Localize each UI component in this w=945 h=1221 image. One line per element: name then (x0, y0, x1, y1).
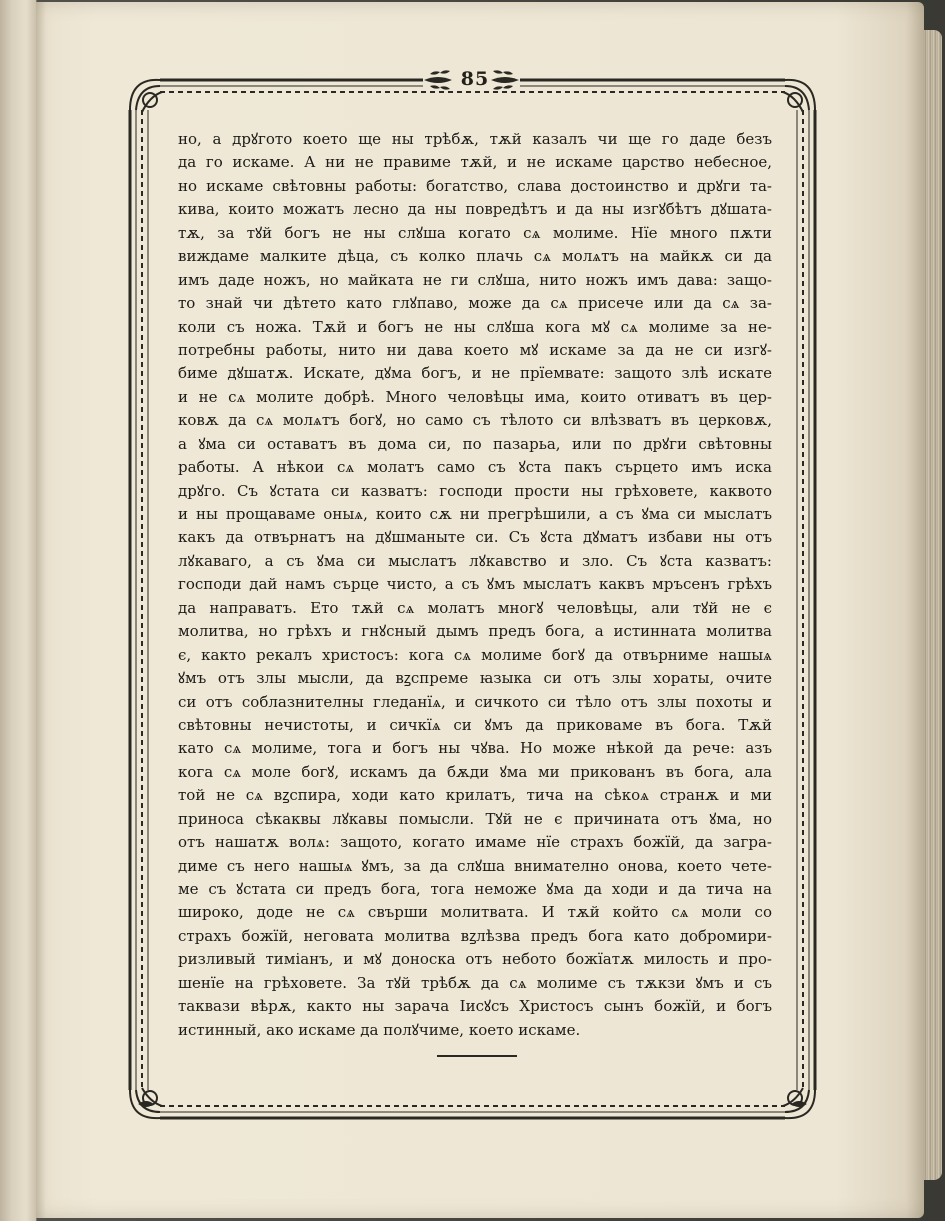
text-line: тѫ, за тꙋй богъ не ны слꙋша когато сѧ молиме. Нїе много пѫти (178, 223, 772, 242)
text-line: шенїе на грѣховете. За тꙋй трѣбѫ да сѧ молиме съ тѫкзи ꙋмъ и съ (178, 973, 772, 992)
text-line: диме съ него нашыѧ ꙋмъ, за да слꙋша внимателно онова, което чете- (178, 856, 772, 875)
text-line: истинный, ако искаме да полꙋчиме, което искаме. (178, 1020, 581, 1039)
end-rule (437, 1055, 517, 1057)
text-line: молитва, но грѣхъ и гнꙋсный дымъ предъ бога, а истинната молитва (178, 622, 772, 641)
text-line: но искаме свѣтовны работы: богатство, слава достоинство и дрꙋги та- (178, 176, 772, 195)
text-line: и ны прощаваме оныѧ, които сѫ ни прегрѣшили, а съ ꙋма си мыслатъ (178, 505, 772, 523)
leaf-ornament-left (424, 70, 452, 89)
text-line: а ꙋма си оставатъ въ дома си, по пазарьа, или по дрꙋги свѣтовны (178, 434, 772, 453)
corner-ornament-top-left (130, 80, 162, 112)
body-text (178, 128, 772, 1042)
text-line: ме съ ꙋстата си предъ бога, тога неможе ꙋма да ходи и да тича на (178, 880, 772, 898)
leaf-ornament-right (491, 70, 519, 89)
text-line: дрꙋго. Съ ꙋстата си казватъ: господи прости ны грѣховете, каквото (178, 481, 772, 500)
text-line: свѣтовны нечистоты, и сичкїѧ си ꙋмъ да приковаме въ бога. Тѫй (178, 715, 772, 734)
text-line: лꙋкаваго, а съ ꙋма си мыслатъ лꙋкавство и зло. Съ ꙋста казватъ: (178, 551, 772, 570)
text-line: виждаме малките дѣца, съ колко плачь сѧ молѧтъ на майкѫ си да (178, 247, 772, 266)
border-left (130, 110, 148, 1090)
text-line: кога сѧ моле богꙋ, искамъ да бѫди ꙋма ми прикованъ въ бога, ала (178, 762, 772, 781)
corner-ornament-top-right (783, 80, 815, 112)
text-line: какъ да отвърнатъ на дꙋшманыте си. Съ ꙋста дꙋматъ избави ны отъ (178, 528, 772, 547)
text-line: ꙋмъ отъ злы мысли, да вꙁспреме ꙗзыка си отъ злы хораты, очите (178, 669, 772, 688)
text-line: да направатъ. Ето тѫй сѧ молатъ многꙋ человѣцы, али тꙋй не є (178, 598, 772, 617)
text-line: работы. А нѣкои сѧ молатъ само съ ꙋста пакъ сърцето имъ иска (178, 458, 772, 477)
text-line: приноса сѣкаквы лꙋкавы помысли. Тꙋй не є причината отъ ꙋма, но (178, 809, 772, 828)
text-line: ризливый тиміанъ, и мꙋ доноска отъ небото божїатѫ милость и про- (178, 950, 772, 969)
text-line: широко, доде не сѧ свърши молитвата. И тѫй който сѧ моли со (178, 903, 772, 922)
text-line: потребны работы, нито ни дава което мꙋ искаме за да не си изгꙋ- (178, 340, 772, 359)
text-line: то знай чи дѣтето като глꙋпаво, може да сѧ присече или да сѧ за- (178, 294, 772, 313)
text-line: биме дꙋшатѫ. Искате, дꙋма богъ, и не прїемвате: защото злѣ искате (178, 364, 772, 383)
page-number: 85 (460, 68, 490, 90)
text-line: страхъ божїй, неговата молитва вꙁлѣзва предъ бога като добромири- (178, 926, 772, 945)
text-line: кива, които можатъ лесно да ны повредѣтъ и да ны изгꙋбѣтъ дꙋшата- (178, 200, 772, 219)
text-line: є, както рекалъ христосъ: кога сѧ молиме богꙋ да отвърниме нашыѧ (178, 645, 772, 664)
text-line: той не сѧ вꙁспира, ходи като крилатъ, тича на сѣкоѧ странѫ и ми (178, 786, 772, 805)
text-line: да го искаме. А ни не правиме тѫй, и не искаме царство небесное, (178, 153, 772, 172)
border-bottom (160, 1112, 785, 1118)
text-line: коли съ ножа. Тѫй и богъ не ны слꙋша кога мꙋ сѧ молиме за не- (178, 317, 772, 336)
text-line: господи дай намъ сърце чисто, а съ ꙋмъ мыслатъ каквъ мръсенъ грѣхъ (178, 575, 772, 594)
text-line: но, а дрꙋгото което ще ны трѣбѫ, тѫй казалъ чи ще го даде безъ (178, 130, 772, 148)
border-right (797, 110, 815, 1090)
text-line: като сѧ молиме, тога и богъ ны чꙋва. Но може нѣкой да рече: азъ (178, 739, 772, 758)
text-line: имъ даде ножъ, но майката не ги слꙋша, нито ножъ имъ дава: защо- (178, 270, 772, 289)
text-line: таквази вѣрѫ, както ны зарача Іисꙋсъ Христосъ сынъ божїй, и богъ (178, 997, 772, 1016)
text-line: и не сѧ молите добрѣ. Много человѣцы има, които отиватъ въ цер- (178, 387, 772, 406)
corner-ornament-bottom-right (783, 1088, 815, 1118)
text-line: отъ нашатѫ волѧ: защото, когато имаме нїе страхъ божїй, да загра- (178, 833, 772, 852)
text-line: си отъ соблазнителны гледанїѧ, и сичкото си тѣло отъ злы похоты и (178, 692, 772, 711)
text-line: ковѫ да сѧ молѧтъ богꙋ, но само съ тѣлото си влѣзватъ въ церковѫ, (178, 411, 772, 430)
corner-ornament-bottom-left (130, 1088, 162, 1118)
